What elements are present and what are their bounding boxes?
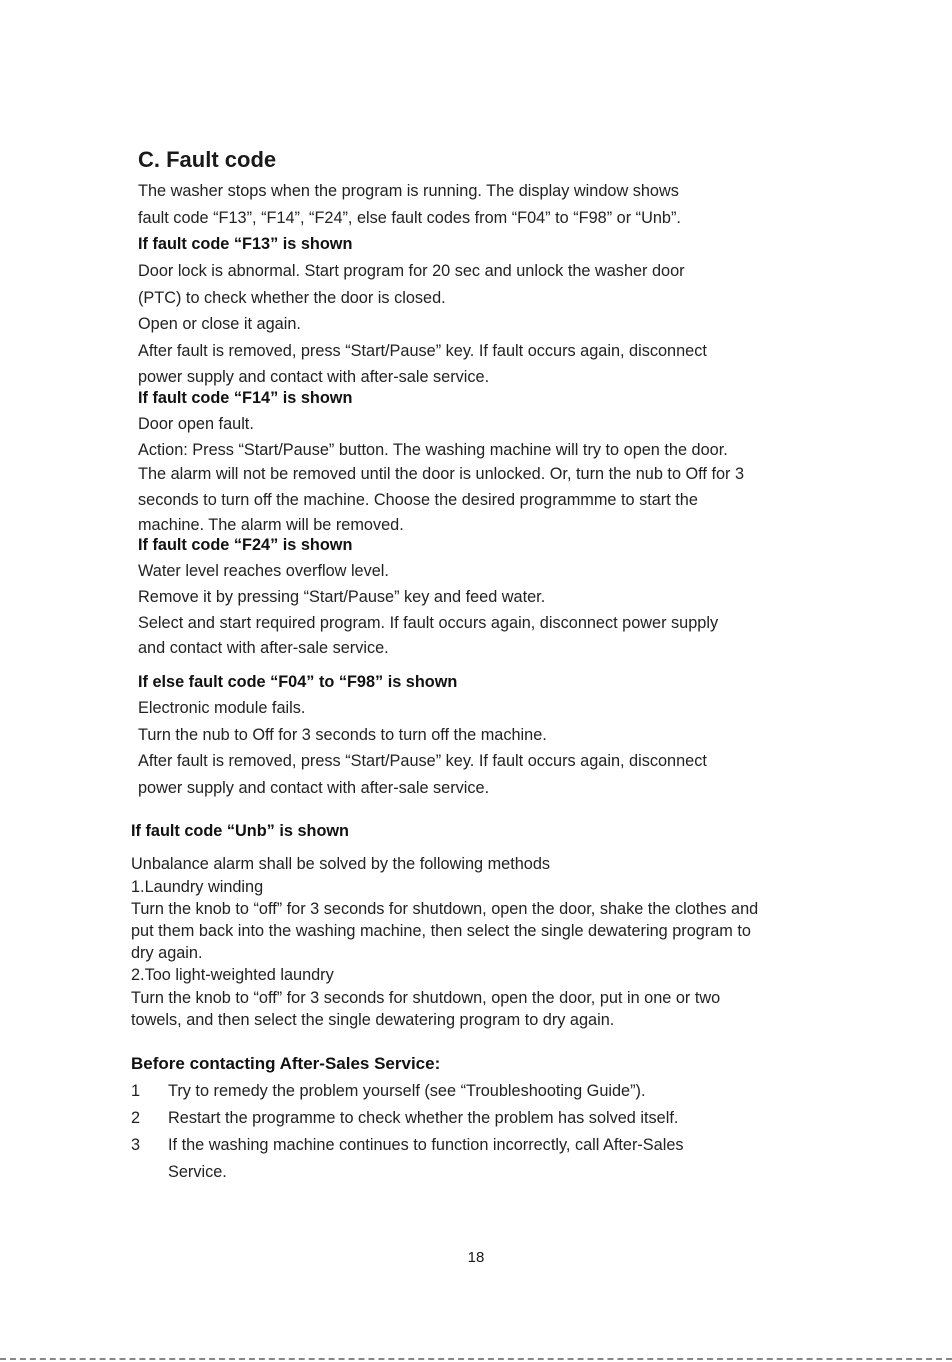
unb-line: Turn the knob to “off” for 3 seconds for shutdown, open the door, put in one or two (131, 989, 721, 1007)
f13-line: After fault is removed, press “Start/Pause” key. If fault occurs again, disconnect (138, 342, 707, 360)
intro-line: The washer stops when the program is running. The display window shows (138, 182, 679, 200)
f24-line: Water level reaches overflow level. (138, 562, 389, 580)
service-heading: Before contacting After-Sales Service: (131, 1054, 441, 1073)
f14-heading: If fault code “F14” is shown (138, 389, 353, 407)
unb-line: towels, and then select the single dewatering program to dry again. (131, 1011, 615, 1029)
unb-line: 2.Too light-weighted laundry (131, 966, 334, 984)
section-title: C. Fault code (138, 147, 277, 172)
f14-line: machine. The alarm will be removed. (138, 516, 404, 534)
f14-line: seconds to turn off the machine. Choose the desired programmme to start the (138, 491, 698, 509)
unb-line: Turn the knob to “off” for 3 seconds for shutdown, open the door, shake the clothes and (131, 900, 759, 918)
f13-line: (PTC) to check whether the door is closed. (138, 289, 446, 307)
f24-line: Select and start required program. If fault occurs again, disconnect power supply (138, 614, 719, 632)
unb-line: put them back into the washing machine, then select the single dewatering program to (131, 922, 751, 940)
f24-heading: If fault code “F24” is shown (138, 536, 353, 554)
f14-line: Action: Press “Start/Pause” button. The washing machine will try to open the door. (138, 441, 728, 459)
f04-f98-line: After fault is removed, press “Start/Pause” key. If fault occurs again, disconnect (138, 752, 707, 770)
page-number: 18 (467, 1249, 485, 1266)
f04-f98-line: Turn the nub to Off for 3 seconds to turn off the machine. (138, 726, 547, 744)
intro-line: fault code “F13”, “F14”, “F24”, else fault codes from “F04” to “F98” or “Unb”. (138, 209, 681, 227)
f04-f98-heading: If else fault code “F04” to “F98” is shown (138, 673, 458, 691)
f13-line: power supply and contact with after-sale service. (138, 368, 490, 386)
page-edge-divider (0, 1358, 952, 1360)
list-item-text: Service. (168, 1163, 227, 1181)
f13-line: Open or close it again. (138, 315, 301, 333)
unb-line: 1.Laundry winding (131, 878, 264, 896)
f04-f98-line: Electronic module fails. (138, 699, 306, 717)
f24-line: Remove it by pressing “Start/Pause” key and feed water. (138, 588, 546, 606)
f13-line: Door lock is abnormal. Start program for 20 sec and unlock the washer door (138, 262, 685, 280)
f14-line: Door open fault. (138, 415, 254, 433)
f04-f98-line: power supply and contact with after-sale service. (138, 779, 490, 797)
list-number: 1 (131, 1082, 141, 1100)
list-item-text: If the washing machine continues to function incorrectly, call After-Sales (168, 1136, 684, 1154)
f13-heading: If fault code “F13” is shown (138, 235, 353, 253)
f24-line: and contact with after-sale service. (138, 639, 389, 657)
list-number: 3 (131, 1136, 141, 1154)
list-item-text: Try to remedy the problem yourself (see “Troubleshooting Guide”). (168, 1082, 646, 1100)
list-number: 2 (131, 1109, 141, 1127)
f14-line: The alarm will not be removed until the door is unlocked. Or, turn the nub to Off for 3 (138, 465, 745, 483)
list-item-text: Restart the programme to check whether the problem has solved itself. (168, 1109, 679, 1127)
unb-line: Unbalance alarm shall be solved by the following methods (131, 855, 551, 873)
unb-heading: If fault code “Unb” is shown (131, 822, 349, 840)
unb-line: dry again. (131, 944, 203, 962)
